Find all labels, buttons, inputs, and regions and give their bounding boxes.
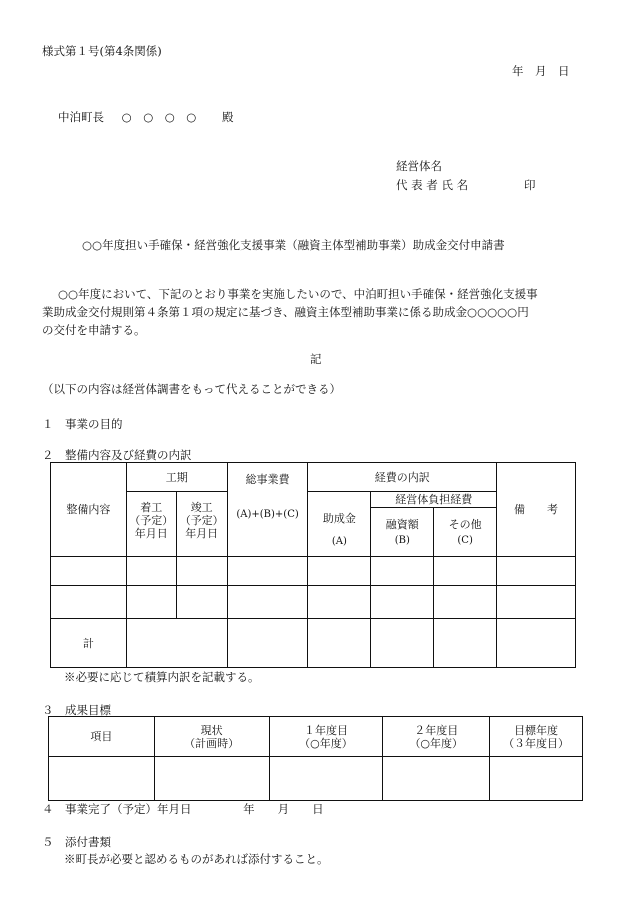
table-row bbox=[51, 586, 576, 619]
header-chakko bbox=[126, 492, 176, 557]
cell[interactable] bbox=[51, 557, 127, 586]
section-5-heading: ５ 添付書類 bbox=[42, 835, 111, 849]
header-subsidy bbox=[308, 492, 371, 557]
header-year-2 bbox=[383, 717, 490, 757]
shunko-line-2: （予定） bbox=[179, 514, 224, 527]
other-code: (C) bbox=[457, 534, 473, 546]
year-2-line-1: ２年度目 bbox=[414, 723, 459, 737]
header-item: 項目 bbox=[49, 717, 155, 757]
cell[interactable] bbox=[308, 586, 371, 619]
cell[interactable] bbox=[371, 557, 434, 586]
section-3-heading: ３ 成果目標 bbox=[42, 703, 111, 717]
chakko-line-2: （予定） bbox=[129, 514, 174, 527]
cell[interactable] bbox=[497, 586, 576, 619]
substitute-note: （以下の内容は経営体調書をもって代えることができる） bbox=[42, 382, 341, 396]
cell[interactable] bbox=[269, 757, 383, 801]
completion-date: 年 月 日 bbox=[243, 802, 324, 816]
seal-mark: 印 bbox=[524, 178, 536, 192]
table-row bbox=[49, 757, 583, 801]
table-row bbox=[51, 557, 576, 586]
cell[interactable] bbox=[434, 557, 497, 586]
current-line-2: （計画時） bbox=[184, 736, 240, 750]
total-label: 計 bbox=[51, 619, 127, 668]
cell[interactable] bbox=[51, 586, 127, 619]
cell[interactable] bbox=[308, 619, 371, 668]
section-1-heading: １ 事業の目的 bbox=[42, 417, 123, 431]
cell[interactable] bbox=[227, 557, 308, 586]
cell[interactable] bbox=[308, 557, 371, 586]
year-1-line-1: １年度目 bbox=[303, 723, 348, 737]
loan-label: 融資額 bbox=[385, 517, 419, 531]
cell[interactable] bbox=[490, 757, 583, 801]
header-shunko bbox=[176, 492, 227, 557]
section-4-heading bbox=[42, 801, 324, 817]
cell[interactable] bbox=[126, 586, 176, 619]
loan-code: (B) bbox=[394, 534, 410, 546]
header-kouki: 工期 bbox=[126, 463, 227, 492]
addressee-title: 中泊町長 bbox=[58, 110, 104, 124]
cell[interactable] bbox=[383, 757, 490, 801]
addressee-circles: ○ ○ ○ ○ bbox=[121, 110, 197, 124]
cell[interactable] bbox=[126, 557, 176, 586]
body-line-1: ○○年度において、下記のとおり事業を実施したいので、中泊町担い手確保・経営強化支援事 bbox=[58, 287, 538, 301]
cell[interactable] bbox=[49, 757, 155, 801]
chakko-line-1: 着工 bbox=[140, 501, 163, 514]
cell[interactable] bbox=[176, 557, 227, 586]
header-burden: 経営体負担経費 bbox=[371, 492, 497, 508]
body-line-2: 業助成金交付規則第４条第１項の規定に基づき、融資主体型補助事業に係る助成金○○○○○円 bbox=[42, 305, 529, 319]
cell[interactable] bbox=[227, 619, 308, 668]
cell[interactable] bbox=[154, 757, 269, 801]
header-current bbox=[154, 717, 269, 757]
cell[interactable] bbox=[434, 619, 497, 668]
subsidy-label: 助成金 bbox=[322, 512, 356, 525]
target-line-2: （３年度目） bbox=[503, 736, 570, 750]
body-line-3: の交付を申請する。 bbox=[42, 323, 146, 337]
cell[interactable] bbox=[497, 557, 576, 586]
section-5-note: ※町長が必要と認めるものがあれば添付すること。 bbox=[64, 852, 329, 866]
form-number: 様式第１号(第4条関係) bbox=[42, 44, 162, 58]
header-seibi: 整備内容 bbox=[51, 463, 127, 557]
header-breakdown: 経費の内訳 bbox=[308, 463, 497, 492]
year-1-line-2: （○年度） bbox=[299, 736, 353, 750]
header-total-cost bbox=[227, 463, 308, 557]
entity-label: 経営体名 bbox=[396, 159, 442, 173]
table-total-row bbox=[51, 619, 576, 668]
cell[interactable] bbox=[371, 619, 434, 668]
section-4-label: ４ 事業完了（予定）年月日 bbox=[42, 802, 192, 816]
representative-label: 代 表 者 氏 名 bbox=[396, 178, 469, 192]
date-line: 年 月 日 bbox=[512, 64, 570, 78]
header-loan bbox=[371, 508, 434, 557]
cost-breakdown-table bbox=[50, 462, 576, 668]
addressee-honorific: 殿 bbox=[221, 110, 234, 124]
chakko-line-3: 年月日 bbox=[134, 527, 168, 540]
header-other bbox=[434, 508, 497, 557]
total-cost-label: 総事業費 bbox=[245, 473, 290, 486]
shunko-line-3: 年月日 bbox=[185, 527, 219, 540]
cell[interactable] bbox=[227, 586, 308, 619]
header-remarks: 備 考 bbox=[497, 463, 576, 557]
other-label: その他 bbox=[448, 517, 482, 531]
document-title: ○○年度担い手確保・経営強化支援事業（融資主体型補助事業）助成金交付申請書 bbox=[82, 238, 505, 252]
current-line-1: 現状 bbox=[200, 723, 223, 737]
year-2-line-2: （○年度） bbox=[409, 736, 464, 750]
cell[interactable] bbox=[176, 586, 227, 619]
total-cost-formula: (A)+(B)+(C) bbox=[236, 509, 299, 520]
addressee bbox=[58, 109, 233, 125]
subsidy-code: (A) bbox=[331, 536, 347, 547]
cell[interactable] bbox=[126, 619, 227, 668]
target-line-1: 目標年度 bbox=[514, 723, 559, 737]
cell[interactable] bbox=[497, 619, 576, 668]
ki-heading: 記 bbox=[310, 352, 322, 366]
shunko-line-1: 竣工 bbox=[190, 501, 213, 514]
table-2-note: ※必要に応じて積算内訳を記載する。 bbox=[64, 670, 260, 684]
cell[interactable] bbox=[371, 586, 434, 619]
cell[interactable] bbox=[434, 586, 497, 619]
header-target-year bbox=[490, 717, 583, 757]
outcome-target-table bbox=[48, 716, 583, 801]
header-year-1 bbox=[269, 717, 383, 757]
section-2-heading: ２ 整備内容及び経費の内訳 bbox=[42, 448, 192, 462]
